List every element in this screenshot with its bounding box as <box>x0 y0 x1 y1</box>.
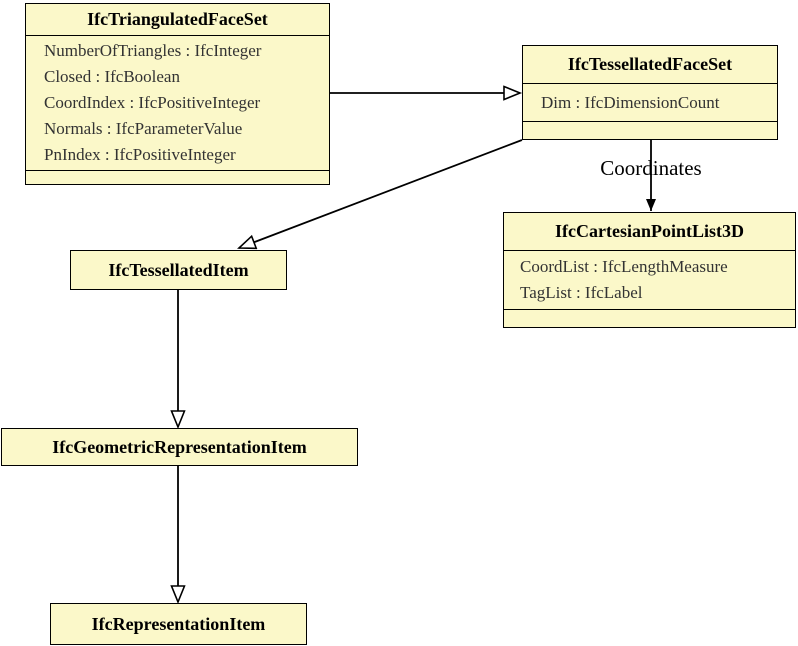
class-title: IfcGeometricRepresentationItem <box>52 436 307 457</box>
class-operations-empty <box>523 121 777 139</box>
class-operations-empty <box>26 170 329 189</box>
class-box-ifctessellatedfaceset <box>522 45 778 140</box>
class-attribute: NumberOfTriangles : IfcInteger <box>44 41 262 60</box>
class-attribute: PnIndex : IfcPositiveInteger <box>44 145 236 164</box>
class-attributes <box>26 35 329 170</box>
class-title: IfcTriangulatedFaceSet <box>87 9 268 29</box>
class-attributes <box>523 83 777 121</box>
association-label-coordinates: Coordinates <box>600 156 702 180</box>
class-attribute: Closed : IfcBoolean <box>44 67 180 86</box>
class-box-ifcgeometricrepresentationitem <box>1 428 358 466</box>
class-operations-empty <box>504 309 795 327</box>
class-attributes <box>504 250 795 309</box>
class-box-ifccartesianpointlist3d <box>503 212 796 328</box>
class-box-ifcrepresentationitem <box>50 603 307 645</box>
class-attribute: Normals : IfcParameterValue <box>44 119 243 138</box>
class-attribute: Dim : IfcDimensionCount <box>541 92 720 112</box>
class-title: IfcCartesianPointList3D <box>555 221 744 241</box>
class-title: IfcRepresentationItem <box>91 613 266 634</box>
class-title: IfcTessellatedItem <box>108 259 249 280</box>
class-attribute: CoordIndex : IfcPositiveInteger <box>44 93 261 112</box>
class-box-ifctessellateditem <box>70 250 287 290</box>
class-attribute: TagList : IfcLabel <box>520 283 643 302</box>
class-title: IfcTessellatedFaceSet <box>567 54 733 74</box>
class-box-ifctriangulatedfaceset <box>25 3 330 185</box>
class-attribute: CoordList : IfcLengthMeasure <box>520 257 728 276</box>
